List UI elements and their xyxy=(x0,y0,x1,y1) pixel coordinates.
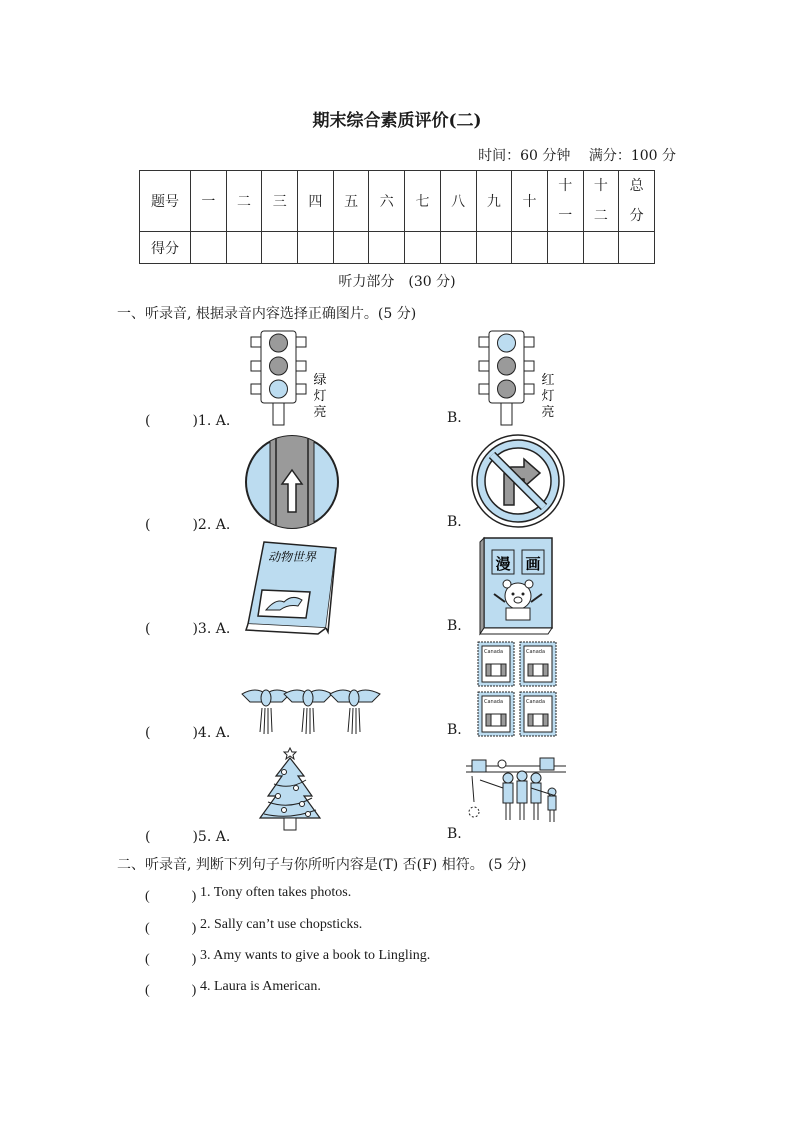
stamp-text: Canada xyxy=(526,649,546,655)
q2-answer-blank[interactable]: ( )2. A. xyxy=(145,517,231,533)
red-light-text: 灯 xyxy=(541,389,555,404)
tf-answer-blank[interactable]: ( ) xyxy=(145,952,197,967)
score-cell[interactable] xyxy=(298,232,334,264)
score-cell[interactable] xyxy=(226,232,262,264)
tf-sentence: 3. Amy wants to give a book to Lingling. xyxy=(200,948,431,963)
score-cell[interactable] xyxy=(476,232,512,264)
exam-score: 满分：100 分 xyxy=(588,148,676,164)
score-col: 八 xyxy=(440,171,476,232)
q3-answer-blank[interactable]: ( )3. A. xyxy=(145,621,231,637)
score-col-11: 十 一 xyxy=(547,171,583,232)
score-cell[interactable] xyxy=(583,232,619,264)
score-cell[interactable] xyxy=(547,232,583,264)
green-light-text: 灯 xyxy=(313,389,327,404)
traffic-light-red-icon xyxy=(476,331,566,426)
score-cell[interactable] xyxy=(405,232,441,264)
score-col: 十 xyxy=(512,171,548,232)
score-cell[interactable] xyxy=(512,232,548,264)
score-col: 三 xyxy=(262,171,298,232)
exam-meta xyxy=(464,145,676,165)
go-straight-sign-icon xyxy=(244,434,340,530)
score-table-header: 题号 xyxy=(140,171,191,232)
stamp-text: Canada xyxy=(526,699,546,705)
animal-world-book-icon xyxy=(244,540,340,636)
green-light-text: 亮 xyxy=(313,405,327,420)
score-col: 五 xyxy=(333,171,369,232)
score-row-label: 得分 xyxy=(140,232,191,264)
listening-subtitle: 听力部分 (30 分) xyxy=(338,274,456,290)
tf-answer-blank[interactable]: ( ) xyxy=(145,889,197,904)
score-cell[interactable] xyxy=(262,232,298,264)
tf-sentence: 2. Sally can’t use chopsticks. xyxy=(200,917,363,932)
no-right-turn-sign-icon xyxy=(470,433,566,529)
score-cell[interactable] xyxy=(191,232,227,264)
tf-answer-blank[interactable]: ( ) xyxy=(145,921,197,936)
score-cell[interactable] xyxy=(369,232,405,264)
comic-book-icon xyxy=(478,536,556,636)
score-col: 二 xyxy=(226,171,262,232)
score-cell[interactable] xyxy=(440,232,476,264)
score-cell[interactable] xyxy=(333,232,369,264)
red-light-text: 红 xyxy=(541,373,555,388)
kites-icon xyxy=(240,684,382,736)
family-firecrackers-icon xyxy=(466,756,566,832)
q5-answer-blank[interactable]: ( )5. A. xyxy=(145,829,231,845)
score-col-total: 总 分 xyxy=(619,171,655,232)
exam-time: 时间：60 分钟 xyxy=(478,148,571,164)
score-table xyxy=(139,170,655,264)
score-col: 七 xyxy=(405,171,441,232)
green-light-text: 绿 xyxy=(313,373,327,388)
q4-answer-blank[interactable]: ( )4. A. xyxy=(145,725,231,741)
q5-option-b-label: B. xyxy=(447,826,462,842)
tf-sentence: 1. Tony often takes photos. xyxy=(200,885,352,900)
red-light-text: 亮 xyxy=(541,405,555,420)
q4-option-b-label: B. xyxy=(447,722,462,738)
section1-heading: 一、听录音, 根据录音内容选择正确图片。(5 分) xyxy=(117,306,417,322)
q1-answer-blank[interactable]: ( )1. A. xyxy=(145,413,231,429)
q2-option-b-label: B. xyxy=(447,514,462,530)
score-col: 六 xyxy=(369,171,405,232)
comic-text: 画 xyxy=(525,555,541,573)
tf-sentence: 4. Laura is American. xyxy=(200,979,321,994)
book-title-text: 动物世界 xyxy=(268,550,317,564)
q1-option-b-label: B. xyxy=(447,410,462,426)
comic-text: 漫 xyxy=(495,555,511,573)
score-col-12: 十 二 xyxy=(583,171,619,232)
q3-option-b-label: B. xyxy=(447,618,462,634)
traffic-light-green-icon xyxy=(248,331,338,426)
score-col: 一 xyxy=(191,171,227,232)
christmas-tree-icon xyxy=(254,744,326,834)
stamp-text: Canada xyxy=(484,699,504,705)
section2-heading: 二、听录音, 判断下列句子与你所听内容是(T) 否(F) 相符。 (5 分) xyxy=(117,857,527,873)
stamp-text: Canada xyxy=(484,649,504,655)
page-title: 期末综合素质评价(二) xyxy=(312,111,482,131)
tf-answer-blank[interactable]: ( ) xyxy=(145,983,197,998)
score-cell[interactable] xyxy=(619,232,655,264)
stamps-icon xyxy=(476,640,560,738)
score-col: 九 xyxy=(476,171,512,232)
score-col: 四 xyxy=(298,171,334,232)
